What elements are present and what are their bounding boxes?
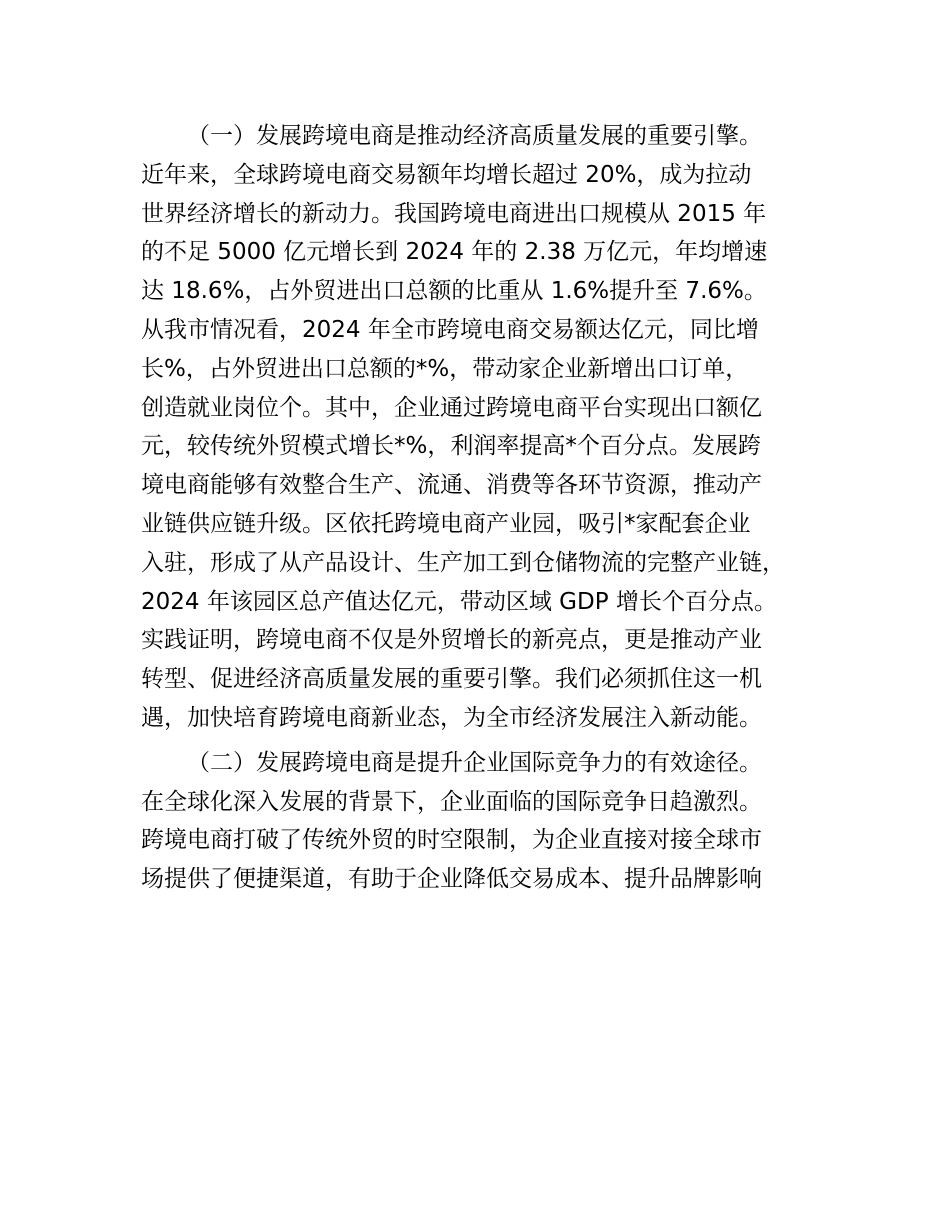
paragraph-1-line: 长%，占外贸进出口总额的*%，带动家企业新增出口订单， <box>141 355 749 382</box>
paragraph-1-line: 从我市情况看，2024 年全市跨境电商交易额达亿元，同比增 <box>141 316 759 343</box>
paragraph-1-line: 达 18.6%，占外贸进出口总额的比重从 1.6%提升至 7.6%。 <box>141 278 767 305</box>
paragraph-2-line: 场提供了便捷渠道，有助于企业降低交易成本、提升品牌影响 <box>141 866 762 893</box>
paragraph-1-line: 世界经济增长的新动力。我国跨境电商进出口规模从 2015 年 <box>141 200 767 227</box>
paragraph-1-line: 遇，加快培育跨境电商新业态，为全市经济发展注入新动能。 <box>141 704 762 731</box>
paragraph-1-line: 元，较传统外贸模式增长*%，利润率提高*个百分点。发展跨 <box>141 433 761 460</box>
paragraph-1-line: 的不足 5000 亿元增长到 2024 年的 2.38 万亿元，年均增速 <box>141 239 768 266</box>
paragraph-1-line: 2024 年该园区总产值达亿元，带动区域 GDP 增长个百分点。 <box>141 588 777 615</box>
document-body <box>141 117 841 899</box>
paragraph-2-heading-line: （二）发展跨境电商是提升企业国际竞争力的有效途径。 <box>187 749 762 776</box>
paragraph-1-heading-line: （一）发展跨境电商是推动经济高质量发展的重要引擎。 <box>187 123 762 149</box>
paragraph-1-line: 转型、促进经济高质量发展的重要引擎。我们必须抓住这一机 <box>141 666 762 693</box>
paragraph-1-line: 入驻，形成了从产品设计、生产加工到仓储物流的完整产业链， <box>141 549 785 576</box>
paragraph-1 <box>141 117 841 738</box>
paragraph-2-line: 跨境电商打破了传统外贸的时空限制，为企业直接对接全球市 <box>141 827 762 854</box>
paragraph-1-line: 境电商能够有效整合生产、流通、消费等各环节资源，推动产 <box>141 472 762 499</box>
paragraph-1-line: 业链供应链升级。区依托跨境电商产业园，吸引*家配套企业 <box>141 510 751 537</box>
paragraph-1-line: 创造就业岗位个。其中，企业通过跨境电商平台实现出口额亿 <box>141 394 762 421</box>
paragraph-1-line: 实践证明，跨境电商不仅是外贸增长的新亮点，更是推动产业 <box>141 627 762 654</box>
paragraph-1-line: 近年来，全球跨境电商交易额年均增长超过 20%，成为拉动 <box>141 161 752 188</box>
paragraph-2 <box>141 744 841 899</box>
paragraph-2-line: 在全球化深入发展的背景下，企业面临的国际竞争日趋激烈。 <box>141 788 762 815</box>
